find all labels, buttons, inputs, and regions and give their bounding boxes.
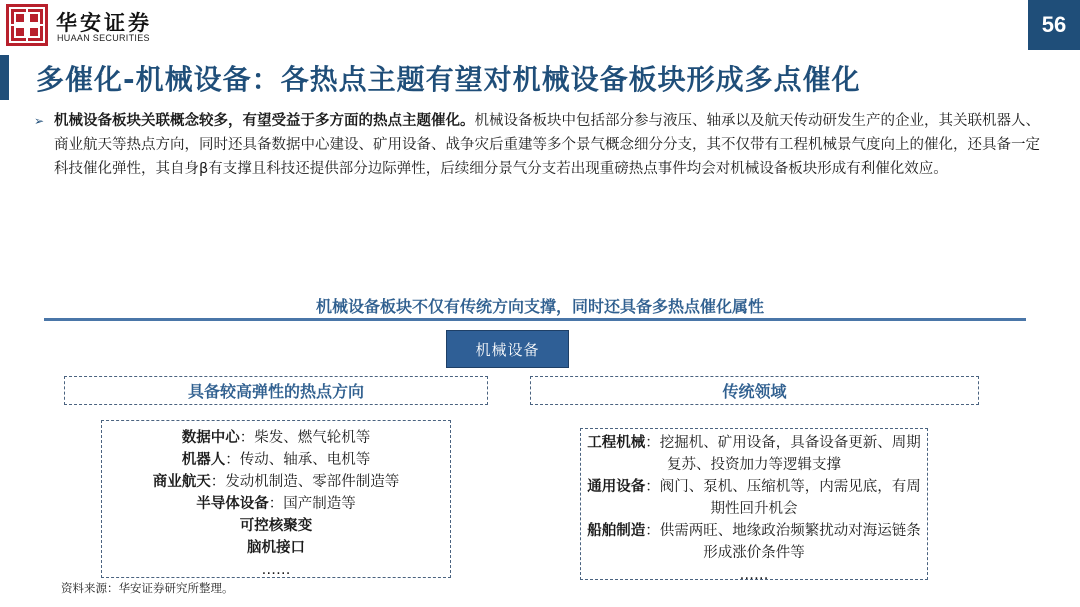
list-item: …… bbox=[261, 562, 291, 578]
list-item: 可控核聚变 bbox=[239, 518, 313, 534]
list-item: 机器人：传动、轴承、电机等 bbox=[181, 452, 371, 468]
list-item: 通用设备：阀门、泵机、压缩机等，内需见底，有周期性回升机会 bbox=[587, 479, 921, 517]
list-item: 半导体设备：国产制造等 bbox=[196, 496, 356, 512]
list-item: 脑机接口 bbox=[247, 540, 305, 556]
list-item: 船舶制造：供需两旺、地缘政治频繁扰动对海运链条形成涨价条件等 bbox=[587, 523, 921, 561]
page-number: 56 bbox=[1028, 0, 1080, 50]
brand-name-cn: 华安证券 bbox=[56, 10, 152, 35]
list-item: 数据中心：柴发、燃气轮机等 bbox=[181, 430, 371, 446]
center-node: 机械设备 bbox=[446, 330, 569, 368]
divider bbox=[44, 318, 1026, 321]
list-item: …… bbox=[739, 567, 769, 583]
left-header: 具备较高弹性的热点方向 bbox=[64, 376, 488, 405]
list-item: 工程机械：挖掘机、矿用设备，具备设备更新、周期复苏、投资加力等逻辑支撑 bbox=[587, 435, 921, 473]
bullet-lead: 机械设备板块关联概念较多，有望受益于多方面的热点主题催化。 bbox=[54, 113, 475, 129]
bullet-body: 机械设备板块中包括部分参与液压、轴承以及航天传动研发生产的企业，其关联机器人、商业航天等热点方向，同时还具备数据中心建设、矿用设备、战争灾后重建等多个景气概念细分分支，其不仅带有工程机械景气度向上的催化，还具备一定科技催化弹性，其自身β有支撑且科技还提供部分边际弹性，后续细分景气分支若出现重磅热点事件均会对机械设备板块形成有利催化效应。 bbox=[54, 113, 1040, 177]
diagram-subtitle: 机械设备板块不仅有传统方向支撑，同时还具备多热点催化属性 bbox=[315, 297, 764, 316]
right-list bbox=[580, 428, 928, 583]
right-header: 传统领域 bbox=[530, 376, 979, 405]
page-title: 多催化-机械设备：各热点主题有望对机械设备板块形成多点催化 bbox=[36, 63, 861, 96]
bullet-arrow-icon: ➢ bbox=[34, 114, 45, 128]
source-note: 资料来源：华安证券研究所整理。 bbox=[61, 581, 234, 595]
bullet-paragraph bbox=[34, 109, 1040, 181]
logo-icon bbox=[6, 4, 48, 46]
brand-name-en: HUAAN SECURITIES bbox=[57, 33, 150, 43]
list-item: 商业航天：发动机制造、零部件制造等 bbox=[152, 474, 400, 490]
title-accent-bar bbox=[0, 55, 9, 100]
left-list bbox=[101, 420, 451, 578]
